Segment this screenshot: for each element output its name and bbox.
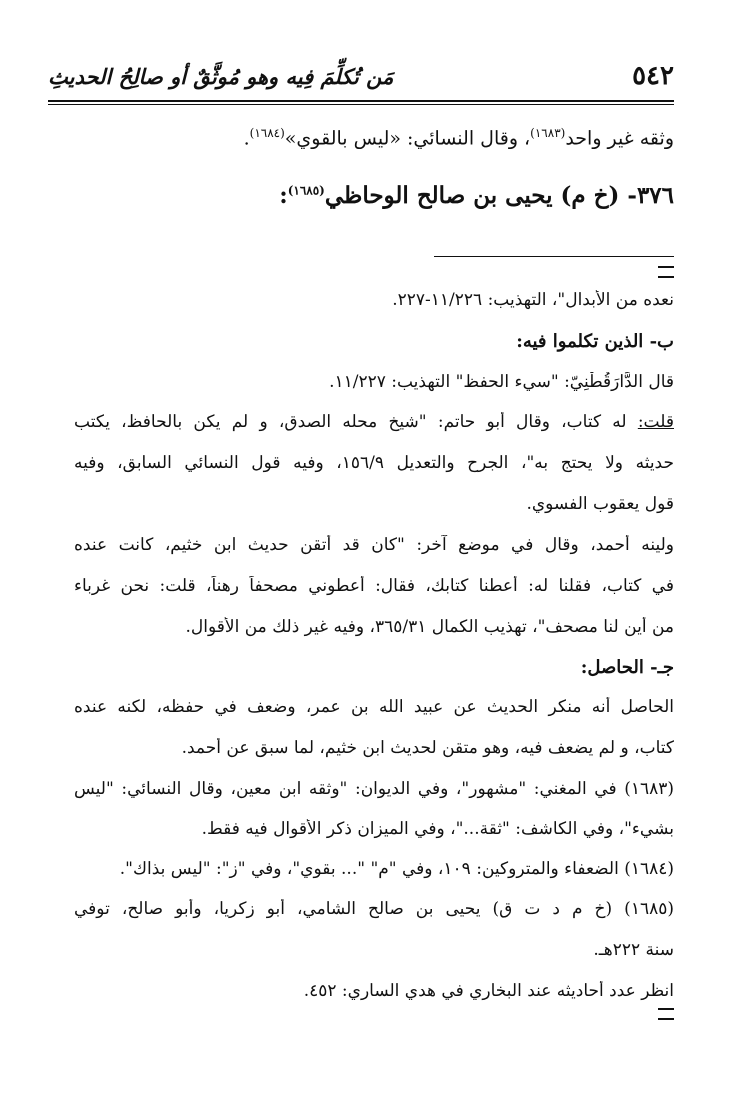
footnote-line: حديثه ولا يحتج به"، الجرح والتعديل ١٥٦/٩، وفيه قول النسائي السابق، وفيه <box>74 453 674 473</box>
main-text-line <box>74 126 674 149</box>
page-number: ٥٤٢ <box>632 61 674 91</box>
section-heading-c: جـ- الحاصل: <box>580 657 674 678</box>
footnote-line: قول يعقوب الفسوي. <box>526 494 674 514</box>
footnote-1684: (١٦٨٤) الضعفاء والمتروكين: ١٠٩، وفي "م" "... بقوي"، وفي "ز": "ليس بذاك". <box>119 859 674 879</box>
footnote-line: بشيء"، وفي الكاشف: "ثقة..."، وفي الميزان ذكر الأقوال فيه فقط. <box>201 819 674 839</box>
footnote-ref-1683: (١٦٨٣) <box>530 126 566 140</box>
main-text-end: . <box>243 127 250 150</box>
footnote-separator <box>434 256 674 257</box>
footnote-line: ولينه أحمد، وقال في موضع آخر: "كان قد أتقن حديث ابن خثيم، كانت عنده <box>74 535 674 555</box>
header-rule <box>48 100 674 105</box>
footnote-line: كتاب، و لم يضعف فيه، وهو متقن لحديث ابن خثيم، لما سبق عن أحمد. <box>181 738 674 758</box>
continuation-mark <box>658 1008 674 1020</box>
footnote-ref-1684: (١٦٨٤) <box>249 126 285 140</box>
entry-title: ٣٧٦- (خ م) يحيى بن صالح الوحاظي <box>324 182 674 209</box>
footnote-line-rest: له كتاب، وقال أبو حاتم: "شيخ محله الصدق، و لم يكن بالحافظ، يكتب <box>74 412 638 432</box>
footnote-line: انظر عدد أحاديثه عند البخاري في هدي الساري: ٤٥٢. <box>303 981 674 1001</box>
footnote-line: في كتاب، فقلنا له: أعطنا كتابك، فقال: أعطوني مصحفاً رهناً، قلت: نحن غرباء <box>74 576 674 596</box>
running-title: مَن تُكلِّمَ فِيه وهو مُوثَّقٌ أو صالِحُ الحديثِ <box>48 63 394 89</box>
footnote-ref-1685: (١٦٨٥) <box>287 183 325 198</box>
continuation-mark <box>658 266 674 278</box>
entry-colon: : <box>279 182 288 209</box>
footnote-1683: (١٦٨٣) في المغني: "مشهور"، وفي الديوان: "وثقه ابن معين، وقال النسائي: "ليس <box>74 779 674 799</box>
underlined-word: قلت: <box>637 412 674 432</box>
footnote-line <box>74 412 674 432</box>
footnote-line: من أين لنا مصحف"، تهذيب الكمال ٣٦٥/٣١، وفيه غير ذلك من الأقوال. <box>185 617 674 637</box>
footnote-1685: (١٦٨٥) (خ م د ت ق) يحيى بن صالح الشامي، أبو زكريا، وأبو صالح، توفي <box>74 899 674 919</box>
footnote-line: سنة ٢٢٢هـ. <box>593 940 674 960</box>
running-header <box>48 56 674 96</box>
footnote-line: قال الدَّارَقُطْنِيّ: "سيء الحفظ" التهذيب: ١١/٢٢٧. <box>329 372 674 392</box>
footnote-line: نعده من الأبدال"، التهذيب: ١١/٢٢٦-٢٢٧. <box>392 290 674 310</box>
section-heading-b: ب- الذين تكلموا فيه: <box>516 331 674 352</box>
main-text-start: وثقه غير واحد <box>565 127 674 150</box>
entry-heading <box>74 182 674 209</box>
main-text-middle: ، وقال النسائي: «ليس بالقوي» <box>284 127 531 150</box>
footnote-line: الحاصل أنه منكر الحديث عن عبيد الله بن عمر، وضعف في حفظه، لكنه عنده <box>74 697 674 717</box>
